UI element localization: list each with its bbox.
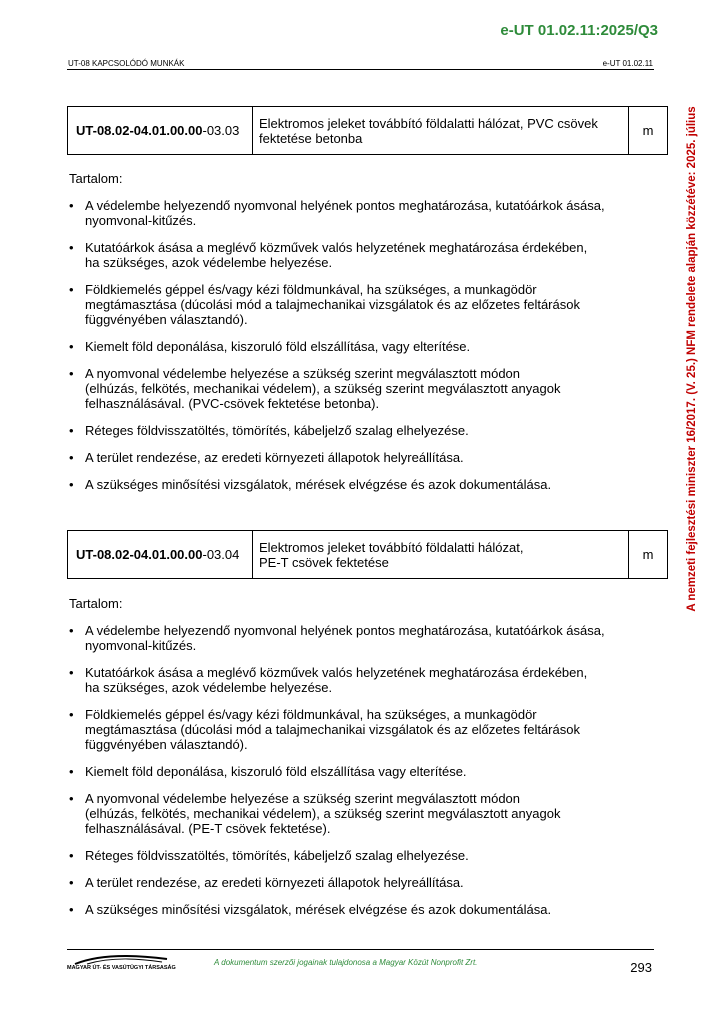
list-item: • Földkiemelés géppel és/vagy kézi földmunkával, ha szükséges, a munkagödör megtámasztása (dúcolási mód a talajmechanikai vizsgálatok és az előzetes feltárások függvényében választandó). xyxy=(67,282,647,327)
header-doc-id: e-UT 01.02.11 xyxy=(602,59,653,68)
content-list xyxy=(67,623,647,929)
list-item: • Kutatóárkok ásása a meglévő közművek valós helyzetének meghatározása érdekében, ha szükséges, azok védelembe helyezése. xyxy=(67,240,647,270)
list-item: • Kutatóárkok ásása a meglévő közművek valós helyzetének meghatározása érdekében, ha szükséges, azok védelembe helyezése. xyxy=(67,665,647,695)
logo-text: MAGYAR ÚT- ÉS VASÚTÜGYI TÁRSASÁG xyxy=(67,965,176,971)
copyright-note: A dokumentum szerzői jogainak tulajdonosa a Magyar Közút Nonprofit Zrt. xyxy=(214,958,478,967)
footer-divider xyxy=(67,949,654,950)
list-item: • A terület rendezése, az eredeti környezeti állapotok helyreállítása. xyxy=(67,450,647,465)
list-item: • A terület rendezése, az eredeti környezeti állapotok helyreállítása. xyxy=(67,875,647,890)
item-title: Elektromos jeleket továbbító földalatti hálózat, PVC csövek fektetése betonba xyxy=(253,107,629,155)
item-code xyxy=(68,531,253,579)
content-label: Tartalom: xyxy=(69,171,123,186)
content-list xyxy=(67,198,647,504)
list-item: • Réteges földvisszatöltés, tömörítés, kábeljelző szalag elhelyezése. xyxy=(67,848,647,863)
side-publication-note xyxy=(684,88,700,629)
item-code-suffix: -03.03 xyxy=(202,123,240,138)
item-title: Elektromos jeleket továbbító földalatti hálózat, PE-T csövek fektetése xyxy=(253,531,629,579)
list-item: • A szükséges minősítési vizsgálatok, mérések elvégzése és azok dokumentálása. xyxy=(67,477,647,492)
list-item: • A védelembe helyezendő nyomvonal helyének pontos meghatározása, kutatóárkok ásása, nyomvonal-kitűzés. xyxy=(67,623,647,653)
content-label: Tartalom: xyxy=(69,596,123,611)
item-code xyxy=(68,107,253,155)
item-code-table xyxy=(67,106,668,155)
item-code-main: UT-08.02-04.01.00.00 xyxy=(76,547,203,562)
list-item: • A védelembe helyezendő nyomvonal helyének pontos meghatározása, kutatóárkok ásása, nyomvonal-kitűzés. xyxy=(67,198,647,228)
item-code-table xyxy=(67,530,668,579)
list-item: • A szükséges minősítési vizsgálatok, mérések elvégzése és azok dokumentálása. xyxy=(67,902,647,917)
item-unit: m xyxy=(629,531,668,579)
list-item: • Kiemelt föld deponálása, kiszoruló föld elszállítása vagy elterítése. xyxy=(67,764,647,779)
item-code-suffix: -03.04 xyxy=(202,547,240,562)
list-item: • Kiemelt föld deponálása, kiszoruló föld elszállítása, vagy elterítése. xyxy=(67,339,647,354)
item-code-main: UT-08.02-04.01.00.00 xyxy=(76,123,203,138)
header-chapter: UT-08 KAPCSOLÓDÓ MUNKÁK xyxy=(68,59,185,68)
list-item: • A nyomvonal védelembe helyezése a szükség szerint megválasztott módon (elhúzás, felkötés, mechanikai védelem), a szükség szerint megválasztott anyagok felhasználásával. (PVC-csövek fektetése betonba). xyxy=(67,366,647,411)
item-unit: m xyxy=(629,107,668,155)
page-header xyxy=(67,59,654,70)
list-item: • Földkiemelés géppel és/vagy kézi földmunkával, ha szükséges, a munkagödör megtámasztása (dúcolási mód a talajmechanikai vizsgálatok és az előzetes feltárások függvényében választandó). xyxy=(67,707,647,752)
document-code: e-UT 01.02.11:2025/Q3 xyxy=(500,22,658,39)
road-swoosh-icon xyxy=(67,953,177,965)
page-number: 293 xyxy=(630,960,652,975)
list-item: • Réteges földvisszatöltés, tömörítés, kábeljelző szalag elhelyezése. xyxy=(67,423,647,438)
side-note-text: A nemzeti fejlesztési miniszter 16/2017. (V. 25.) NFM rendelete alapján közzétéve: 2025. július xyxy=(686,105,698,612)
list-item: • A nyomvonal védelembe helyezése a szükség szerint megválasztott módon (elhúzás, felkötés, mechanikai védelem), a szükség szerint megválasztott anyagok felhasználásával. (PE-T csövek fektetése). xyxy=(67,791,647,836)
company-logo xyxy=(67,953,177,971)
